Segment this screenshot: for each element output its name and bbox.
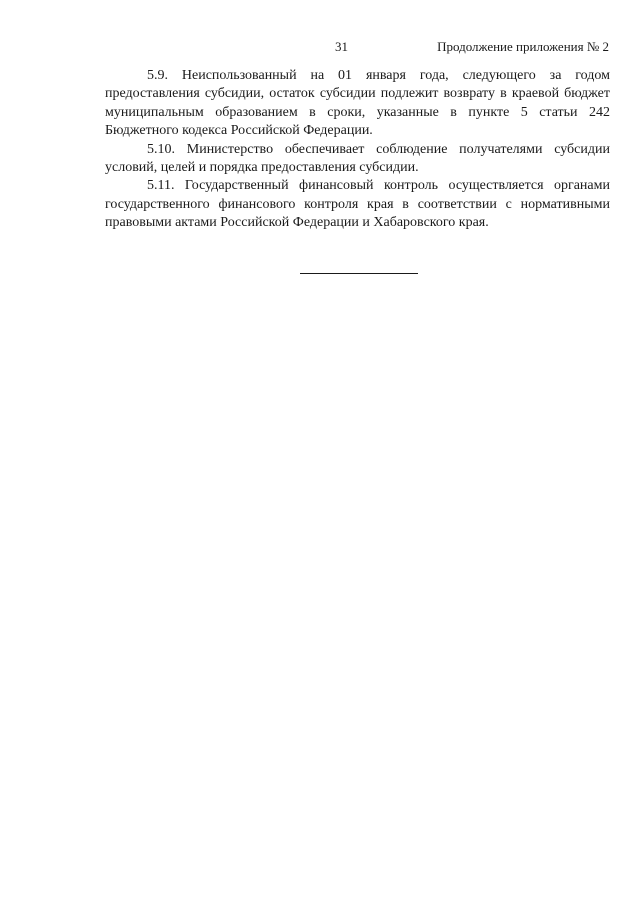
paragraph-5-11: 5.11. Государственный финансовый контроль осуществляется органами государственного финансового контроля края в соответствии с нормативными правовыми актами Российской Федерации и Хабаровского края. xyxy=(105,178,610,231)
paragraph-5-10: 5.10. Министерство обеспечивает соблюдение получателями субсидии условий, целей и порядка предоставления субсидии. xyxy=(105,141,610,176)
appendix-continuation-note: Продолжение приложения № 2 xyxy=(437,39,609,54)
document-body xyxy=(105,67,610,233)
page-number: 31 xyxy=(335,39,348,54)
page-header xyxy=(0,38,640,56)
closing-divider xyxy=(300,273,418,274)
paragraph-5-9: 5.9. Неиспользованный на 01 января года, следующего за годом предоставления субсидии, остаток субсидии подлежит возврату в краевой бюджет муниципальным образованием в сроки, указанные в пункте 5 статьи 242 Бюджетного кодекса Российской Федерации. xyxy=(105,68,610,139)
